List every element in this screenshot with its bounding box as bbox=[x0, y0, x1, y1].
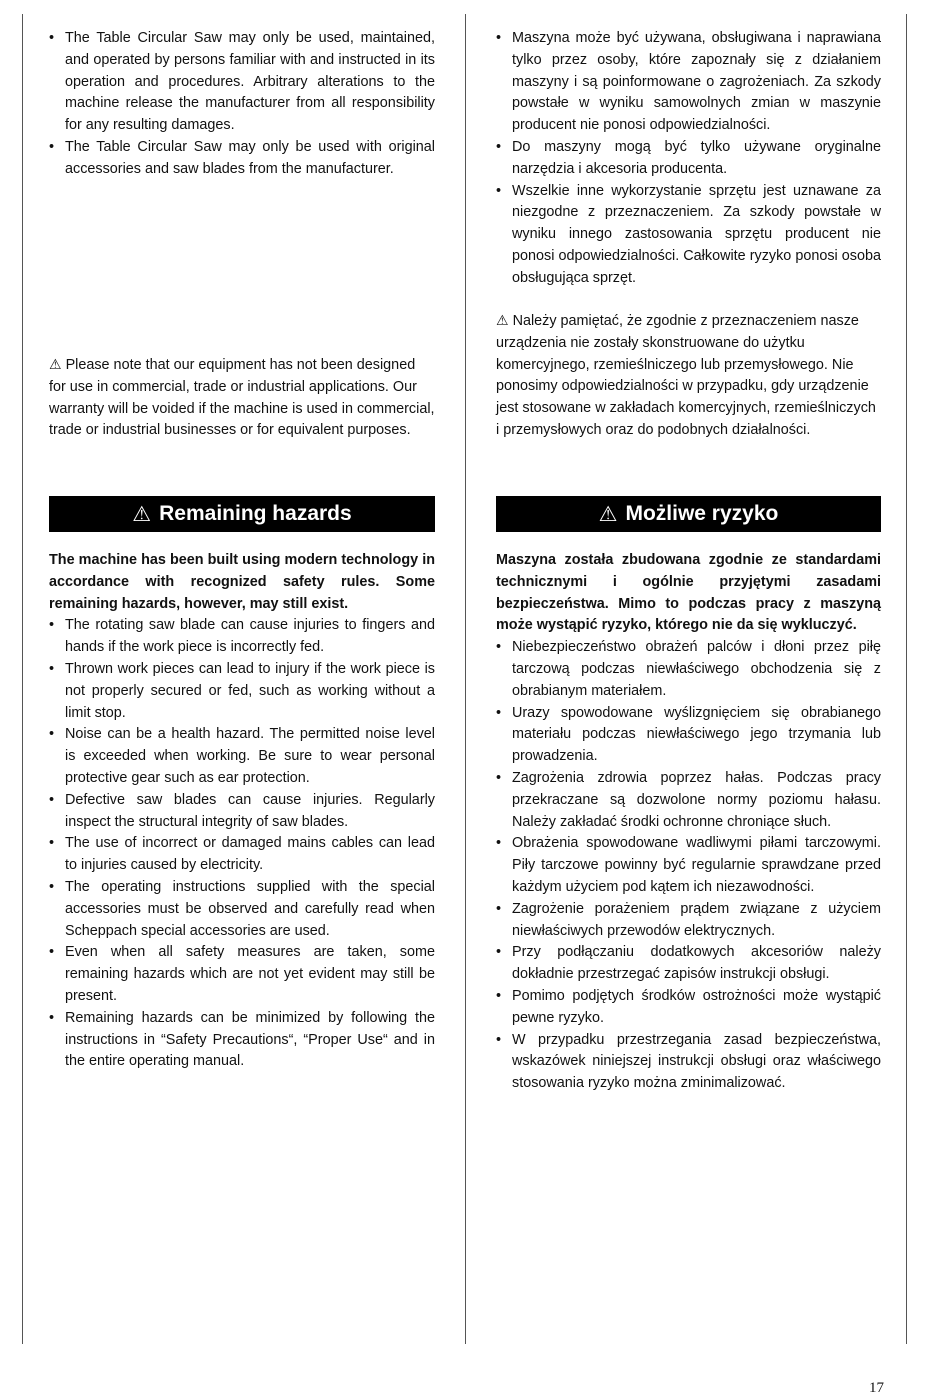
list-item: • Do maszyny mogą być tylko używane oryginalne narzędzia i akcesoria producenta. bbox=[496, 137, 881, 181]
list-item: • Wszelkie inne wykorzystanie sprzętu jest uznawane za niezgodne z przeznaczeniem. Za szkody powstałe w wyniku innego zastosowania sprzętu producent nie ponosi odpowiedzialności. Całkowite ryzyko ponosi osoba obsługująca sprzęt. bbox=[496, 181, 881, 290]
list-item: • Defective saw blades can cause injuries. Regularly inspect the structural integrity of saw blades. bbox=[49, 790, 435, 834]
english-intro bbox=[49, 28, 435, 181]
list-item: • Pomimo podjętych środków ostrożności może wystąpić pewne ryzyko. bbox=[496, 986, 881, 1030]
warning-icon: ⚠ bbox=[598, 502, 618, 526]
warning-icon: ⚠ bbox=[49, 356, 62, 372]
english-intro-list bbox=[49, 28, 435, 181]
right-margin-rule bbox=[906, 14, 907, 1344]
polish-hazards-list bbox=[496, 637, 881, 1095]
list-item: • Urazy spowodowane wyślizgnięciem się obrabianego materiału podczas niewłaściwego jego trzymania lub prowadzenia. bbox=[496, 703, 881, 768]
list-item: • Zagrożenie porażeniem prądem związane z użyciem niewłaściwych przewodów elektrycznych. bbox=[496, 899, 881, 943]
list-item: • The operating instructions supplied with the special accessories must be observed and carefully read when Scheppach special accessories are used. bbox=[49, 877, 435, 942]
list-item: • The use of incorrect or damaged mains cables can lead to injuries caused by electricity. bbox=[49, 833, 435, 877]
polish-commercial-use-note bbox=[496, 310, 881, 442]
left-margin-rule bbox=[22, 14, 23, 1344]
list-item: • Remaining hazards can be minimized by following the instructions in “Safety Precautions“, “Proper Use“ and in the entire operating manual. bbox=[49, 1008, 435, 1073]
warning-icon: ⚠ bbox=[132, 502, 152, 526]
list-item: • Zagrożenia zdrowia poprzez hałas. Podczas pracy przekraczane są dozwolone normy poziomu hałasu. Należy zakładać środki ochronne chroniące słuch. bbox=[496, 768, 881, 833]
polish-intro bbox=[496, 28, 881, 290]
english-hazards-section bbox=[49, 550, 435, 1073]
list-item: • Przy podłączaniu dodatkowych akcesoriów należy dokładnie przestrzegać zapisów instrukcji obsługi. bbox=[496, 942, 881, 986]
list-item: • Noise can be a health hazard. The permitted noise level is exceeded when working. Be sure to wear personal protective gear such as ear protection. bbox=[49, 724, 435, 789]
list-item: • Obrażenia spowodowane wadliwymi piłami tarczowymi. Piły tarczowe powinny być regularnie sprawdzane przed każdym użyciem pod kątem ich niezawodności. bbox=[496, 833, 881, 898]
polish-section-heading bbox=[496, 496, 881, 532]
list-item: • The Table Circular Saw may only be used with original accessories and saw blades from the manufacturer. bbox=[49, 137, 435, 181]
polish-lead-text: Maszyna została zbudowana zgodnie ze standardami technicznymi i ogólnie przyjętymi zasadami bezpieczeństwa. Mimo to podczas pracy z maszyną może wystąpić ryzyko, którego nie da się wykluczyć. bbox=[496, 552, 881, 634]
list-item: • Thrown work pieces can lead to injury if the work piece is not properly secured or fed, such as working without a limit stop. bbox=[49, 659, 435, 724]
list-item: • Niebezpieczeństwo obrażeń palców i dłoni przez piłę tarczową podczas niewłaściwego obchodzenia się z obrabianym materiałem. bbox=[496, 637, 881, 702]
list-item: • W przypadku przestrzegania zasad bezpieczeństwa, wskazówek niniejszej instrukcji obsługi oraz właściwego stosowania ryzyko można zminimalizować. bbox=[496, 1030, 881, 1095]
english-heading-text: Remaining hazards bbox=[159, 502, 352, 525]
polish-heading-text: Możliwe ryzyko bbox=[625, 502, 779, 525]
polish-note-text: Należy pamiętać, że zgodnie z przeznaczeniem nasze urządzenia nie zostały skonstruowane do użytku komercyjnego, rzemieślniczego lub przemysłowego. Nie ponosimy odpowiedzialności w przypadku, gdy urządzenie jest stosowane w zakładach komercyjnych, rzemieślniczych i przemysłowych oraz do podobnych działalności. bbox=[496, 313, 876, 438]
list-item: • The rotating saw blade can cause injuries to fingers and hands if the work piece is incorrectly fed. bbox=[49, 615, 435, 659]
english-note-text: Please note that our equipment has not been designed for use in commercial, trade or industrial applications. Our warranty will be voided if the machine is used in commercial, trade or industrial businesses or for equivalent purposes. bbox=[49, 357, 435, 439]
english-section-heading bbox=[49, 496, 435, 532]
english-lead-text: The machine has been built using modern technology in accordance with recognized safety rules. Some remaining hazards, however, may still exist. bbox=[49, 552, 435, 612]
english-hazards-list bbox=[49, 615, 435, 1073]
polish-hazards-section bbox=[496, 550, 881, 1095]
list-item: • Even when all safety measures are taken, some remaining hazards which are not yet evident may still be present. bbox=[49, 942, 435, 1007]
polish-intro-list bbox=[496, 28, 881, 290]
page-number: 17 bbox=[869, 1380, 884, 1396]
list-item: • The Table Circular Saw may only be used, maintained, and operated by persons familiar with and instructed in its operation and procedures. Arbitrary alterations to the machine release the manufacturer from all responsibility for any resulting damages. bbox=[49, 28, 435, 137]
warning-icon: ⚠ bbox=[496, 312, 509, 328]
column-divider-rule bbox=[465, 14, 466, 1344]
english-commercial-use-note bbox=[49, 354, 435, 442]
list-item: • Maszyna może być używana, obsługiwana i naprawiana tylko przez osoby, które zapoznały się z działaniem maszyny i są poinformowane o zagrożeniach. Za szkody powstałe w wyniku samowolnych zmian w maszynie producent nie ponosi odpowiedzialności. bbox=[496, 28, 881, 137]
